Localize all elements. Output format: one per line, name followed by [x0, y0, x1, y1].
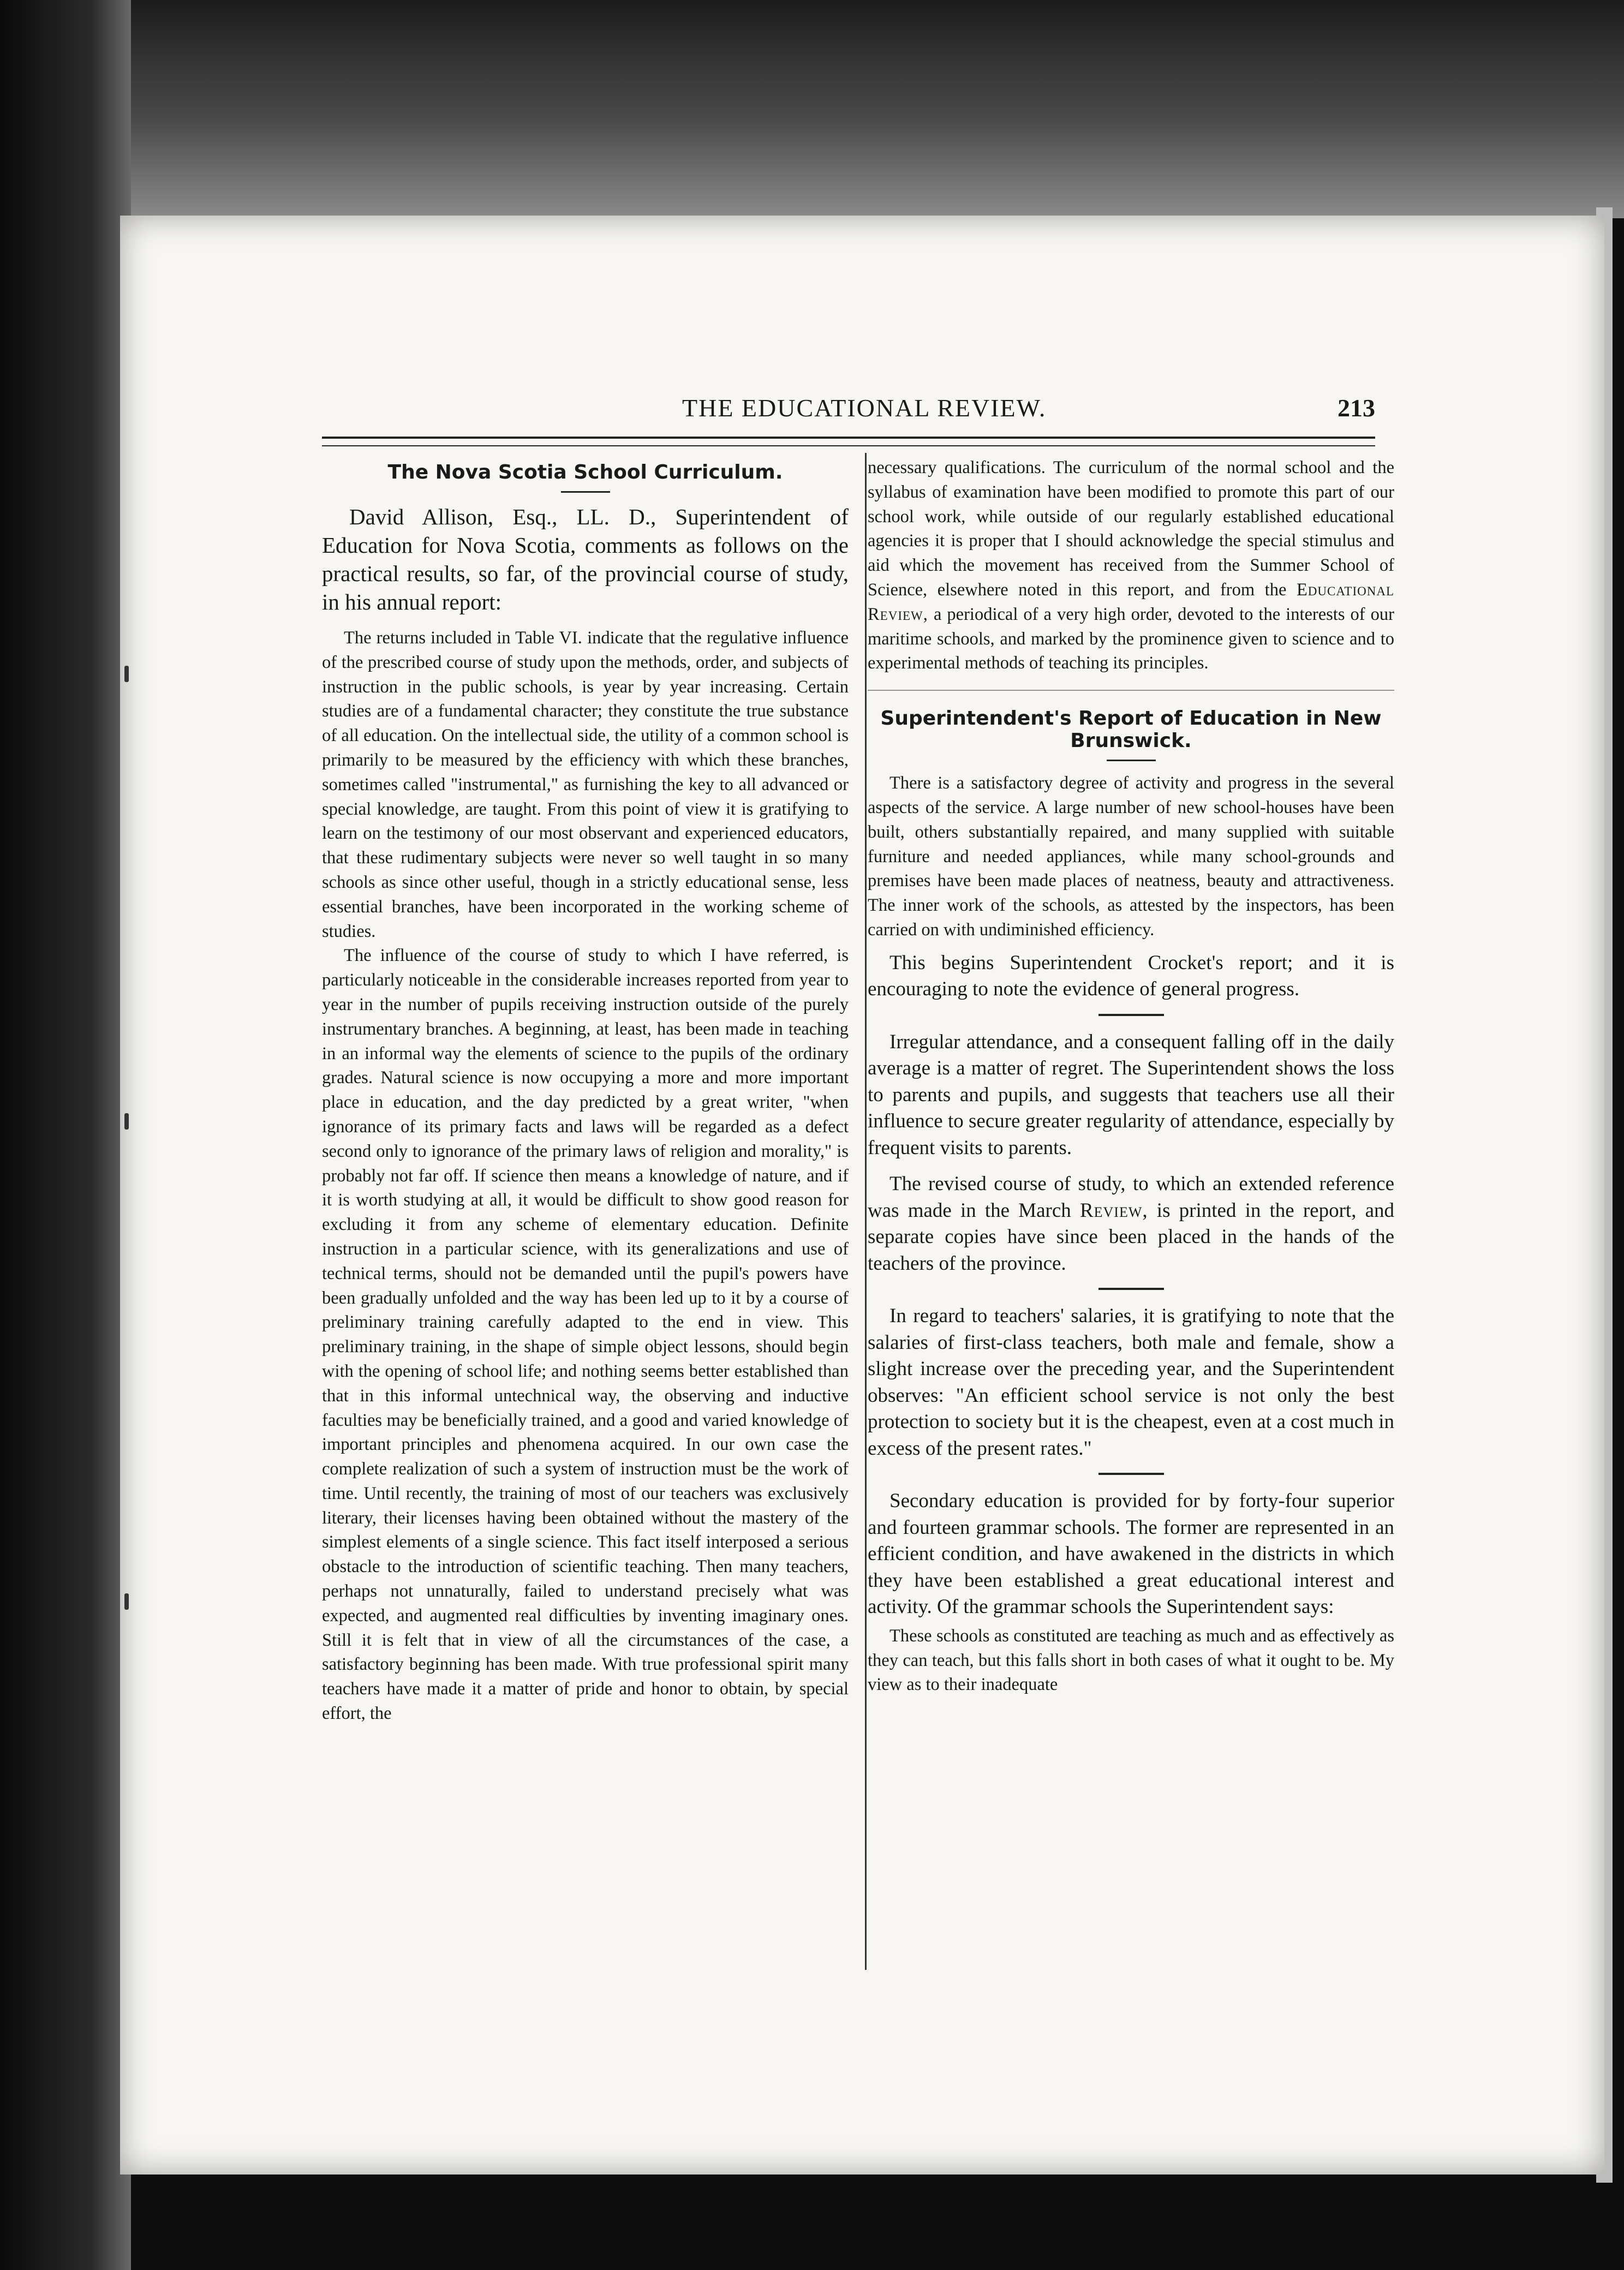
review-smallcaps: Review,	[1079, 1199, 1148, 1222]
left-column	[322, 456, 849, 1726]
report-paragraph: The influence of the course of study to which I have referred, is particularly noticeable in the considerable increases reported from year to year in the number of pupils receiving instruction outside of the purely instrumentary branches. A beginning, at least, has been made in teaching in an informal way the elements of science to the pupils of the ordinary grades. Natural science is now occupying a more and more important place in education, and the day predicted by a great writer, "when ignorance of its primary facts and laws will be regarded as a defect second only to ignorance of the primary laws of religion and morality," is probably not far off. If science then means a knowledge of nature, and if it is worth studying at all, it would be difficult to show good reason for excluding it from any scheme of elementary education. Definite instruction in a particular science, with its generalizations and use of technical terms, should not be demanded until the pupil's powers have been gradually unfolded and the way has been led up to it by a course of preliminary training carefully adapted to the end in view. This preliminary training, in the shape of simple object lessons, should begin with the opening of school life; and nothing seems better established than that in this informal untechnical way, the observing and inductive faculties may be beneficially trained, and a good and varied knowledge of important principles and phenomena acquired. In our own case the complete realization of such a system of instruction must be the work of time. Until recently, the training of most of our teachers was exclusively literary, their licenses having been obtained without the mastery of the simplest elements of a single science. This fact itself interposed a serious obstacle to the introduction of scientific teaching. Then many teachers, perhaps not unnaturally, failed to understand precisely what was expected, and augmented real difficulties by inventing imaginary ones. Still it is felt that in view of all the circumstances of the case, a satisfactory beginning has been made. With true professional spirit many teachers have made it a matter of pride and honor to obtain, by special effort, the	[322, 946, 849, 1724]
separator	[1098, 1288, 1164, 1290]
right-column	[868, 456, 1394, 1697]
review-smallcaps: Educational Review,	[868, 580, 1394, 624]
heading-rule	[1107, 760, 1156, 761]
report-quote: These schools as constituted are teaching as much and as effectively as they can teach, but this falls short in both cases of what it ought to be. My view as to their inadequate	[868, 1626, 1394, 1695]
running-header	[322, 390, 1375, 439]
separator	[1098, 1014, 1164, 1016]
margin-mark	[124, 1593, 129, 1610]
report-quote: There is a satisfactory degree of activity and progress in the several aspects of the service. A large number of new school-houses have been built, others substantially repaired, and many supplied with suitable furniture and needed appliances, while many school-grounds and premises have been made places of neatness, beauty and attractiveness. The inner work of the schools, as attested by the inspectors, has been carried on with undiminished efficiency.	[868, 773, 1394, 940]
article-heading: Superintendent's Report of Education in New Brunswick.	[880, 707, 1382, 752]
column-divider	[865, 453, 867, 1970]
article-paragraph: Secondary education is provided for by forty-four superior and fourteen grammar schools. The former are represented in an efficient condition, and have awakened in the districts in which they have been established a great educational interest and activity. Of the grammar schools the Superintendent says:	[868, 1490, 1394, 1618]
section-rule	[868, 690, 1394, 691]
heading-rule	[561, 491, 610, 493]
article-heading: The Nova Scotia School Curriculum.	[387, 461, 783, 483]
article-paragraph: The revised course of study, to which an extended reference was made in the March Review, is printed in the report, and separate copies have since been placed in the hands of the teachers of the province.	[868, 1173, 1395, 1275]
margin-mark	[124, 1113, 129, 1130]
article-paragraph: In regard to teachers' salaries, it is gratifying to note that the salaries of first-class teachers, both male and female, show a slight increase over the preceding year, and the Superintendent observes: "An efficient school service is not only the best protection to society but it is the cheapest, even at a cost much in excess of the present rates."	[868, 1305, 1394, 1460]
article-paragraph: This begins Superintendent Crocket's report; and it is encouraging to note the evidence of general progress.	[868, 951, 1394, 1001]
journal-title: THE EDUCATIONAL REVIEW.	[682, 394, 1047, 422]
scan-background-top	[0, 0, 1624, 218]
margin-mark	[124, 666, 129, 682]
page-number: 213	[1338, 394, 1375, 422]
header-rule	[322, 437, 1375, 446]
report-paragraph: The returns included in Table VI. indicate that the regulative influence of the prescribed course of study upon the methods, order, and subjects of instruction in the public schools, is year by year increasing. Certain studies are of a fundamental character; they constitute the true substance of all education. On the intellectual side, the utility of a common school is primarily to be measured by the efficiency with which these branches, sometimes called "instrumental," as furnishing the key to all advanced or special knowledge, are taught. From this point of view it is gratifying to learn on the testimony of our most observant and experienced educators, that these rudimentary subjects were never so well taught in so many schools as since other useful, though in a strictly educational sense, less essential branches, have been incorporated in the working scheme of studies.	[322, 628, 849, 941]
article-intro: David Allison, Esq., LL. D., Superintendent of Education for Nova Scotia, comments as follows on the practical results, so far, of the provincial course of study, in his annual report:	[322, 504, 849, 614]
scan-background-left	[0, 0, 131, 2270]
report-continuation: necessary qualifications. The curriculum of the normal school and the syllabus of examination have been modified to promote this part of our school work, while outside of our regularly established educational agencies it is proper that I should acknowledge the special stimulus and aid which the movement has received from the Summer School of Science, elsewhere noted in this report, and from the Educational Review, a periodical of a very high order, devoted to the interests of our maritime schools, and marked by the prominence given to science and to experimental methods of teaching its principles.	[868, 458, 1394, 673]
separator	[1098, 1473, 1164, 1475]
article-paragraph: Irregular attendance, and a consequent falling off in the daily average is a matter of regret. The Superintendent shows the loss to parents and pupils, and suggests that teachers use all their influence to secure greater regularity of attendance, especially by frequent visits to parents.	[868, 1030, 1394, 1159]
